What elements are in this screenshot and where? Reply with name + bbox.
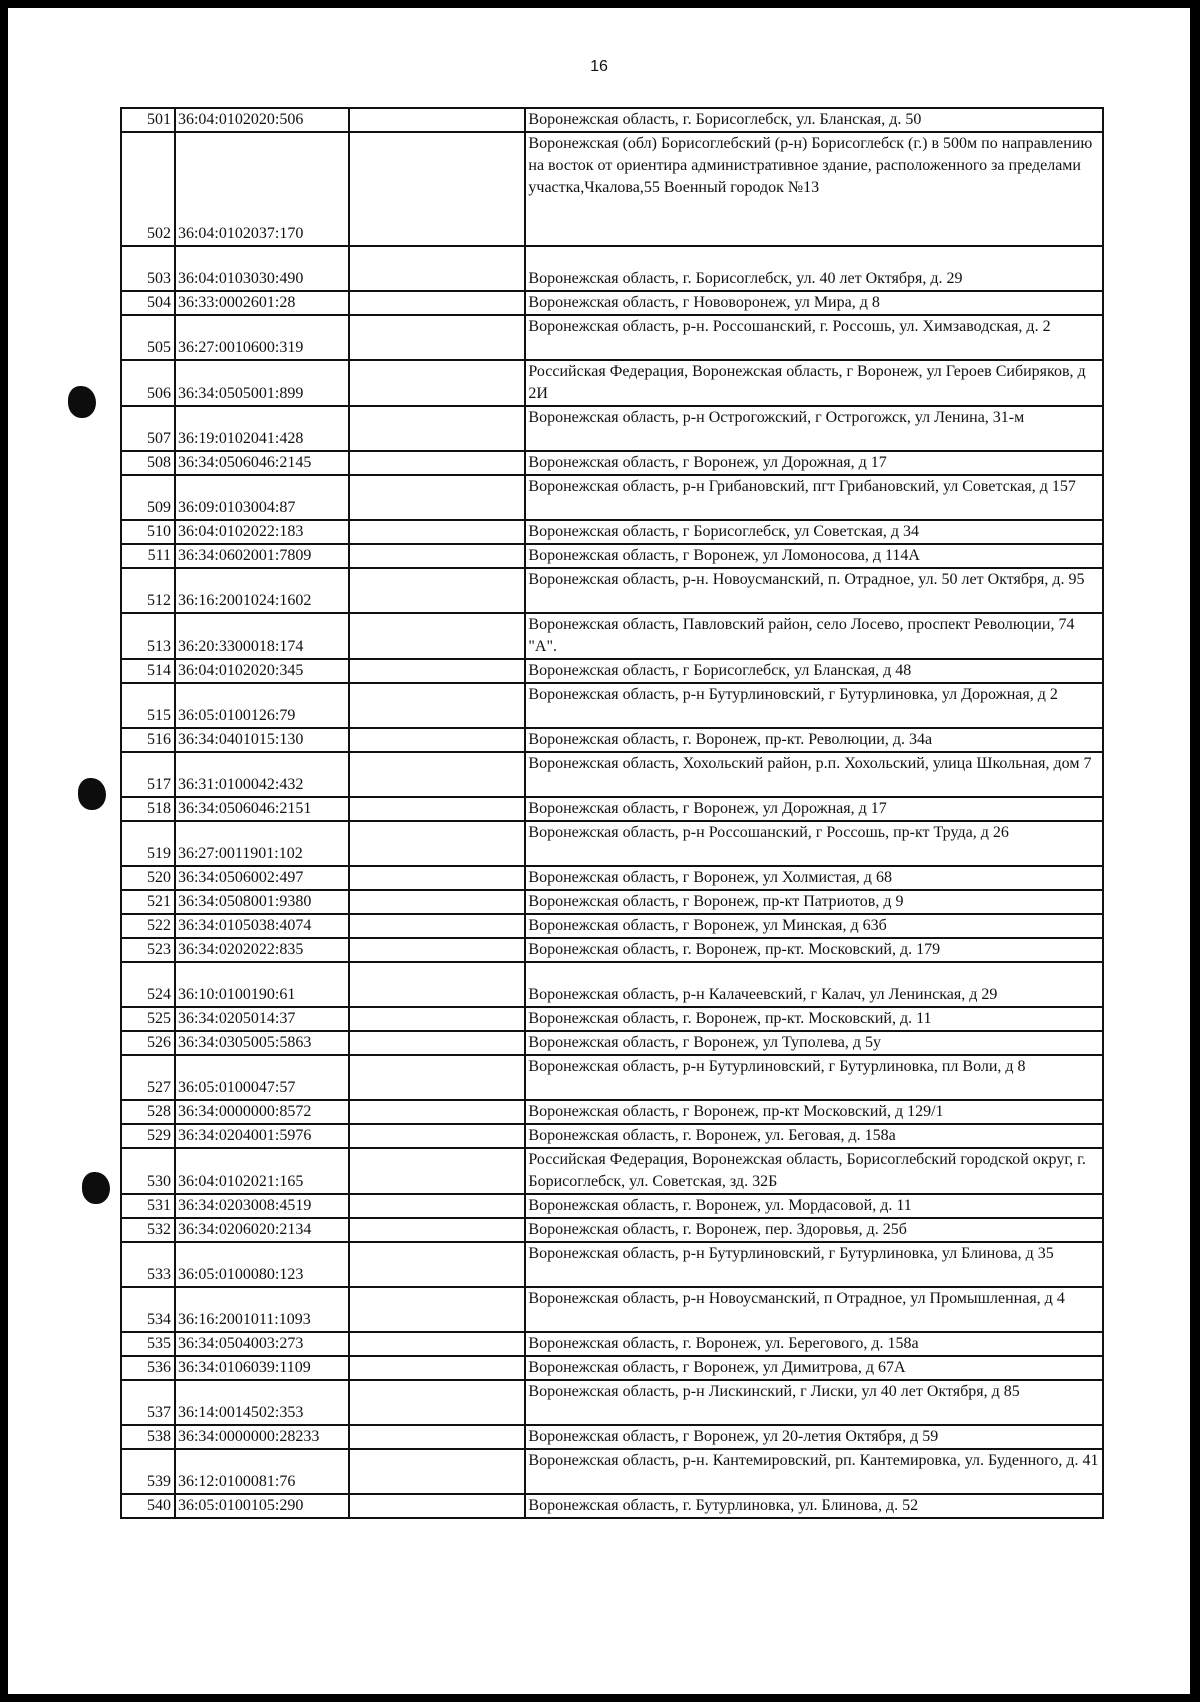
cadastral-number-cell: 36:34:0506046:2151 — [175, 797, 349, 821]
table-row — [121, 246, 1103, 291]
empty-cell — [349, 1124, 525, 1148]
table-row — [121, 728, 1103, 752]
cadastral-number-cell: 36:34:0000000:8572 — [175, 1100, 349, 1124]
table-row — [121, 1218, 1103, 1242]
address-cell: Воронежская область, г. Борисоглебск, ул. 40 лет Октября, д. 29 — [525, 246, 1103, 291]
address-cell: Воронежская область, г Воронеж, ул Ломоносова, д 114А — [525, 544, 1103, 568]
row-number-cell: 523 — [121, 938, 175, 962]
empty-cell — [349, 752, 525, 797]
cadastral-number-cell: 36:33:0002601:28 — [175, 291, 349, 315]
empty-cell — [349, 938, 525, 962]
address-cell: Воронежская область, г Борисоглебск, ул Бланская, д 48 — [525, 659, 1103, 683]
row-number-cell: 521 — [121, 890, 175, 914]
cadastral-number-cell: 36:04:0103030:490 — [175, 246, 349, 291]
table-row — [121, 568, 1103, 613]
empty-cell — [349, 1425, 525, 1449]
table-row — [121, 1124, 1103, 1148]
cadastral-number-cell: 36:16:2001024:1602 — [175, 568, 349, 613]
address-cell: Воронежская область, г Воронеж, ул Дорожная, д 17 — [525, 451, 1103, 475]
cadastral-number-cell: 36:16:2001011:1093 — [175, 1287, 349, 1332]
table-row — [121, 1356, 1103, 1380]
row-number-cell: 507 — [121, 406, 175, 451]
address-cell: Воронежская область, г Воронеж, ул Димитрова, д 67А — [525, 1356, 1103, 1380]
table-row — [121, 1194, 1103, 1218]
address-cell: Российская Федерация, Воронежская область, Борисоглебский городской округ, г. Борисоглебск, ул. Советская, зд. 32Б — [525, 1148, 1103, 1194]
address-cell: Воронежская область, р-н. Новоусманский, п. Отрадное, ул. 50 лет Октября, д. 95 — [525, 568, 1103, 613]
table-row — [121, 1287, 1103, 1332]
empty-cell — [349, 962, 525, 1007]
empty-cell — [349, 1194, 525, 1218]
address-cell: Воронежская область, г Воронеж, пр-кт Московский, д 129/1 — [525, 1100, 1103, 1124]
address-cell: Воронежская область, р-н Новоусманский, п Отрадное, ул Промышленная, д 4 — [525, 1287, 1103, 1332]
address-cell: Воронежская область, г. Воронеж, пр-кт. Московский, д. 11 — [525, 1007, 1103, 1031]
table-row — [121, 360, 1103, 406]
table-row — [121, 1380, 1103, 1425]
cadastral-number-cell: 36:14:0014502:353 — [175, 1380, 349, 1425]
row-number-cell: 509 — [121, 475, 175, 520]
cadastral-number-cell: 36:27:0010600:319 — [175, 315, 349, 360]
address-cell: Воронежская область, г. Борисоглебск, ул. Бланская, д. 50 — [525, 108, 1103, 132]
cadastral-number-cell: 36:34:0203008:4519 — [175, 1194, 349, 1218]
row-number-cell: 522 — [121, 914, 175, 938]
address-cell: Воронежская область, р-н Лискинский, г Лиски, ул 40 лет Октября, д 85 — [525, 1380, 1103, 1425]
cadastral-number-cell: 36:04:0102020:345 — [175, 659, 349, 683]
table-row — [121, 866, 1103, 890]
row-number-cell: 518 — [121, 797, 175, 821]
cadastral-number-cell: 36:34:0506046:2145 — [175, 451, 349, 475]
row-number-cell: 537 — [121, 1380, 175, 1425]
address-cell: Воронежская область, Хохольский район, р.п. Хохольский, улица Школьная, дом 7 — [525, 752, 1103, 797]
row-number-cell: 514 — [121, 659, 175, 683]
cadastral-number-cell: 36:05:0100126:79 — [175, 683, 349, 728]
empty-cell — [349, 1449, 525, 1494]
cadastral-number-cell: 36:20:3300018:174 — [175, 613, 349, 659]
address-cell: Воронежская область, г. Воронеж, пер. Здоровья, д. 25б — [525, 1218, 1103, 1242]
cadastral-number-cell: 36:34:0206020:2134 — [175, 1218, 349, 1242]
empty-cell — [349, 475, 525, 520]
row-number-cell: 526 — [121, 1031, 175, 1055]
empty-cell — [349, 315, 525, 360]
row-number-cell: 501 — [121, 108, 175, 132]
address-cell: Воронежская область, г Воронеж, ул Дорожная, д 17 — [525, 797, 1103, 821]
empty-cell — [349, 246, 525, 291]
table-row — [121, 544, 1103, 568]
row-number-cell: 505 — [121, 315, 175, 360]
row-number-cell: 536 — [121, 1356, 175, 1380]
table-row — [121, 797, 1103, 821]
empty-cell — [349, 914, 525, 938]
table-row — [121, 520, 1103, 544]
cadastral-number-cell: 36:10:0100190:61 — [175, 962, 349, 1007]
address-cell: Воронежская область, р-н. Кантемировский, рп. Кантемировка, ул. Буденного, д. 41 — [525, 1449, 1103, 1494]
cadastral-number-cell: 36:04:0102021:165 — [175, 1148, 349, 1194]
row-number-cell: 525 — [121, 1007, 175, 1031]
row-number-cell: 513 — [121, 613, 175, 659]
row-number-cell: 534 — [121, 1287, 175, 1332]
cadastral-number-cell: 36:05:0100105:290 — [175, 1494, 349, 1518]
row-number-cell: 533 — [121, 1242, 175, 1287]
row-number-cell: 529 — [121, 1124, 175, 1148]
row-number-cell: 515 — [121, 683, 175, 728]
address-cell: Воронежская область, г. Воронеж, ул. Беговая, д. 158а — [525, 1124, 1103, 1148]
table-row — [121, 890, 1103, 914]
row-number-cell: 527 — [121, 1055, 175, 1100]
empty-cell — [349, 1100, 525, 1124]
empty-cell — [349, 890, 525, 914]
empty-cell — [349, 1055, 525, 1100]
address-cell: Воронежская область, р-н Грибановский, пгт Грибановский, ул Советская, д 157 — [525, 475, 1103, 520]
row-number-cell: 540 — [121, 1494, 175, 1518]
table-row — [121, 1449, 1103, 1494]
row-number-cell: 535 — [121, 1332, 175, 1356]
empty-cell — [349, 544, 525, 568]
row-number-cell: 510 — [121, 520, 175, 544]
table-row — [121, 1494, 1103, 1518]
cadastral-number-cell: 36:05:0100047:57 — [175, 1055, 349, 1100]
cadastral-number-cell: 36:34:0105038:4074 — [175, 914, 349, 938]
row-number-cell: 528 — [121, 1100, 175, 1124]
row-number-cell: 511 — [121, 544, 175, 568]
address-cell: Воронежская область, р-н. Россошанский, г. Россошь, ул. Химзаводская, д. 2 — [525, 315, 1103, 360]
cadastral-number-cell: 36:34:0305005:5863 — [175, 1031, 349, 1055]
empty-cell — [349, 659, 525, 683]
document-page — [8, 8, 1190, 1694]
cadastral-number-cell: 36:34:0401015:130 — [175, 728, 349, 752]
row-number-cell: 519 — [121, 821, 175, 866]
cadastral-number-cell: 36:34:0508001:9380 — [175, 890, 349, 914]
empty-cell — [349, 451, 525, 475]
cadastral-number-cell: 36:12:0100081:76 — [175, 1449, 349, 1494]
table-row — [121, 451, 1103, 475]
row-number-cell: 530 — [121, 1148, 175, 1194]
address-cell: Воронежская (обл) Борисоглебский (р-н) Борисоглебск (г.) в 500м по направлению на восток от ориентира административное здание, расположенного за пределами участка,Чкалова,55 Военный городок №13 — [525, 132, 1103, 246]
cadastral-number-cell: 36:34:0602001:7809 — [175, 544, 349, 568]
cadastral-number-cell: 36:09:0103004:87 — [175, 475, 349, 520]
row-number-cell: 538 — [121, 1425, 175, 1449]
row-number-cell: 506 — [121, 360, 175, 406]
punch-hole-mark — [82, 1172, 110, 1204]
cadastral-number-cell: 36:34:0000000:28233 — [175, 1425, 349, 1449]
table-row — [121, 132, 1103, 246]
address-cell: Воронежская область, р-н Острогожский, г Острогожск, ул Ленина, 31-м — [525, 406, 1103, 451]
cadastral-number-cell: 36:04:0102037:170 — [175, 132, 349, 246]
table-row — [121, 108, 1103, 132]
row-number-cell: 516 — [121, 728, 175, 752]
address-cell: Воронежская область, г Воронеж, ул Минская, д 63б — [525, 914, 1103, 938]
table-row — [121, 1242, 1103, 1287]
table-row — [121, 1031, 1103, 1055]
empty-cell — [349, 291, 525, 315]
table-row — [121, 821, 1103, 866]
empty-cell — [349, 406, 525, 451]
address-cell: Воронежская область, р-н Россошанский, г Россошь, пр-кт Труда, д 26 — [525, 821, 1103, 866]
table-row — [121, 938, 1103, 962]
cadastral-number-cell: 36:34:0504003:273 — [175, 1332, 349, 1356]
cadastral-number-cell: 36:19:0102041:428 — [175, 406, 349, 451]
table-row — [121, 1425, 1103, 1449]
empty-cell — [349, 683, 525, 728]
empty-cell — [349, 797, 525, 821]
cadastral-table — [120, 107, 1104, 1519]
empty-cell — [349, 613, 525, 659]
address-cell: Воронежская область, р-н Бутурлиновский, г Бутурлиновка, ул Блинова, д 35 — [525, 1242, 1103, 1287]
empty-cell — [349, 1356, 525, 1380]
table-body — [121, 108, 1103, 1518]
punch-hole-mark — [68, 386, 96, 418]
empty-cell — [349, 360, 525, 406]
empty-cell — [349, 1218, 525, 1242]
table-row — [121, 1332, 1103, 1356]
address-cell: Воронежская область, р-н Бутурлиновский, г Бутурлиновка, пл Воли, д 8 — [525, 1055, 1103, 1100]
table-row — [121, 1100, 1103, 1124]
cadastral-number-cell: 36:34:0205014:37 — [175, 1007, 349, 1031]
cadastral-number-cell: 36:34:0204001:5976 — [175, 1124, 349, 1148]
address-cell: Воронежская область, р-н Бутурлиновский, г Бутурлиновка, ул Дорожная, д 2 — [525, 683, 1103, 728]
cadastral-number-cell: 36:04:0102020:506 — [175, 108, 349, 132]
cadastral-number-cell: 36:31:0100042:432 — [175, 752, 349, 797]
row-number-cell: 503 — [121, 246, 175, 291]
table-row — [121, 406, 1103, 451]
empty-cell — [349, 108, 525, 132]
address-cell: Воронежская область, г Борисоглебск, ул Советская, д 34 — [525, 520, 1103, 544]
empty-cell — [349, 821, 525, 866]
table-row — [121, 613, 1103, 659]
empty-cell — [349, 568, 525, 613]
table-row — [121, 475, 1103, 520]
row-number-cell: 512 — [121, 568, 175, 613]
empty-cell — [349, 1494, 525, 1518]
address-cell: Российская Федерация, Воронежская область, г Воронеж, ул Героев Сибиряков, д 2И — [525, 360, 1103, 406]
empty-cell — [349, 728, 525, 752]
table-row — [121, 1055, 1103, 1100]
table-row — [121, 1007, 1103, 1031]
address-cell: Воронежская область, г. Воронеж, ул. Мордасовой, д. 11 — [525, 1194, 1103, 1218]
row-number-cell: 520 — [121, 866, 175, 890]
row-number-cell: 539 — [121, 1449, 175, 1494]
address-cell: Воронежская область, г. Воронеж, ул. Берегового, д. 158а — [525, 1332, 1103, 1356]
cadastral-number-cell: 36:04:0102022:183 — [175, 520, 349, 544]
table-row — [121, 1148, 1103, 1194]
address-cell: Воронежская область, г Воронеж, ул Туполева, д 5у — [525, 1031, 1103, 1055]
cadastral-number-cell: 36:34:0106039:1109 — [175, 1356, 349, 1380]
empty-cell — [349, 1007, 525, 1031]
table-row — [121, 752, 1103, 797]
address-cell: Воронежская область, г Воронеж, пр-кт Патриотов, д 9 — [525, 890, 1103, 914]
table-row — [121, 315, 1103, 360]
row-number-cell: 504 — [121, 291, 175, 315]
address-cell: Воронежская область, г Нововоронеж, ул Мира, д 8 — [525, 291, 1103, 315]
empty-cell — [349, 1287, 525, 1332]
address-cell: Воронежская область, г Воронеж, ул Холмистая, д 68 — [525, 866, 1103, 890]
row-number-cell: 532 — [121, 1218, 175, 1242]
empty-cell — [349, 520, 525, 544]
row-number-cell: 524 — [121, 962, 175, 1007]
empty-cell — [349, 866, 525, 890]
address-cell: Воронежская область, г. Воронеж, пр-кт. Революции, д. 34а — [525, 728, 1103, 752]
empty-cell — [349, 1148, 525, 1194]
address-cell: Воронежская область, г. Бутурлиновка, ул. Блинова, д. 52 — [525, 1494, 1103, 1518]
empty-cell — [349, 1332, 525, 1356]
cadastral-number-cell: 36:34:0506002:497 — [175, 866, 349, 890]
table-row — [121, 683, 1103, 728]
row-number-cell: 517 — [121, 752, 175, 797]
address-cell: Воронежская область, Павловский район, село Лосево, проспект Революции, 74 "А". — [525, 613, 1103, 659]
row-number-cell: 502 — [121, 132, 175, 246]
empty-cell — [349, 132, 525, 246]
address-cell: Воронежская область, г Воронеж, ул 20-летия Октября, д 59 — [525, 1425, 1103, 1449]
row-number-cell: 531 — [121, 1194, 175, 1218]
page-number: 16 — [590, 58, 608, 75]
cadastral-number-cell: 36:05:0100080:123 — [175, 1242, 349, 1287]
cadastral-number-cell: 36:34:0202022:835 — [175, 938, 349, 962]
address-cell: Воронежская область, г. Воронеж, пр-кт. Московский, д. 179 — [525, 938, 1103, 962]
table-row — [121, 914, 1103, 938]
punch-hole-mark — [78, 778, 106, 810]
cadastral-number-cell: 36:27:0011901:102 — [175, 821, 349, 866]
table-row — [121, 291, 1103, 315]
empty-cell — [349, 1031, 525, 1055]
cadastral-number-cell: 36:34:0505001:899 — [175, 360, 349, 406]
row-number-cell: 508 — [121, 451, 175, 475]
address-cell: Воронежская область, р-н Калачеевский, г Калач, ул Ленинская, д 29 — [525, 962, 1103, 1007]
empty-cell — [349, 1380, 525, 1425]
table-row — [121, 659, 1103, 683]
empty-cell — [349, 1242, 525, 1287]
table-row — [121, 962, 1103, 1007]
